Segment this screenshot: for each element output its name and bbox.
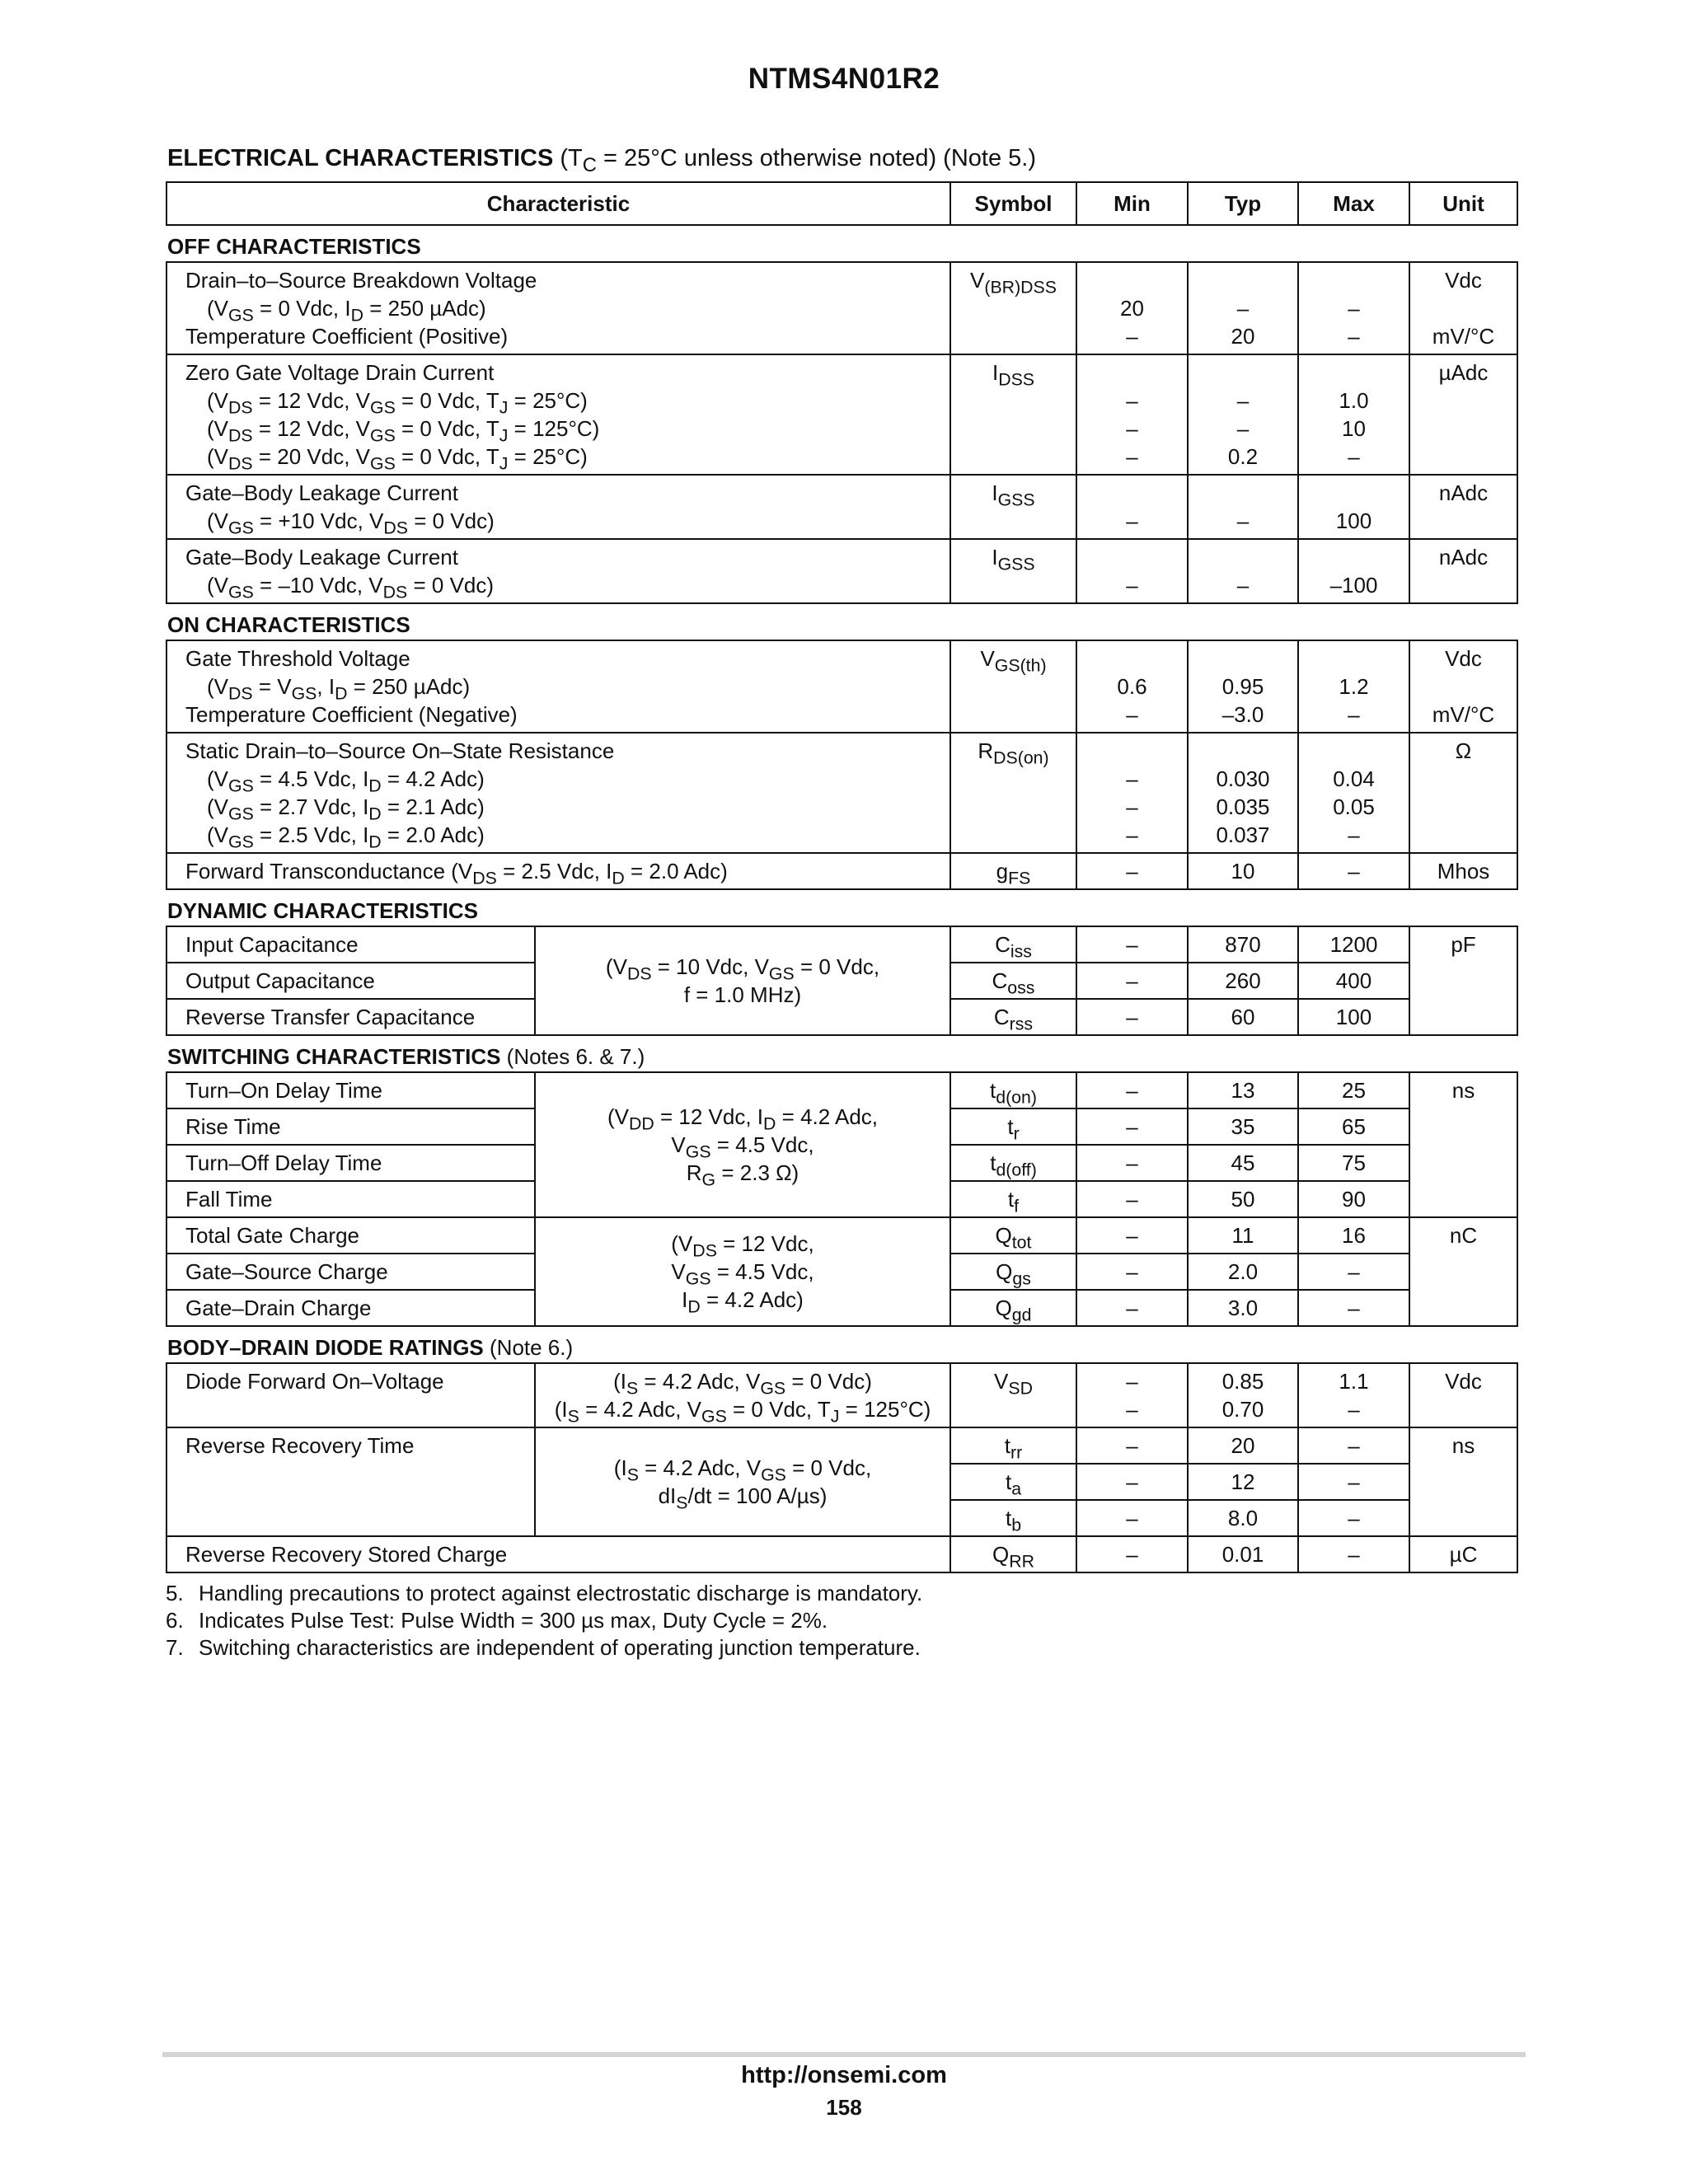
col-characteristic: Characteristic [166, 182, 950, 225]
typ-cell: 8.0 [1188, 1500, 1298, 1536]
typ-cell: 45 [1188, 1145, 1298, 1181]
min-cell: – [1076, 1536, 1188, 1572]
footnote: 6. Indicates Pulse Test: Pulse Width = 300 µs max, Duty Cycle = 2%. [166, 1608, 828, 1633]
max-cell: – [1298, 1464, 1409, 1500]
condition-cell: ($V_{DS} = 12$ Vdc, $V_{GS} = 4.5$ Vdc, $I_D = 4.2$ Adc) [535, 1217, 950, 1326]
characteristic-cell: Reverse Recovery Time [166, 1427, 535, 1536]
typ-cell: 3.0 [1188, 1290, 1298, 1326]
max-cell: – [1298, 1536, 1409, 1572]
typ-cell: 10 [1188, 853, 1298, 889]
symbol-cell: $C_{oss}$ [950, 963, 1076, 999]
min-cell: – [1076, 1108, 1188, 1145]
heading-main: ELECTRICAL CHARACTERISTICS [167, 145, 554, 171]
characteristic-cell: Diode Forward On–Voltage [166, 1363, 535, 1427]
unit-cell: Mhos [1409, 853, 1517, 889]
typ-cell: – 20 [1188, 262, 1298, 354]
table-row [166, 1363, 1517, 1427]
characteristics-content [166, 181, 1517, 1661]
unit-cell: Ω [1409, 733, 1517, 853]
characteristic-cell: Forward Transconductance ($V_{DS} = 2.5$ Vdc, $I_D = 2.0$ Adc) [166, 853, 950, 889]
min-cell: – [1076, 1290, 1188, 1326]
characteristic-cell: Input Capacitance [166, 926, 535, 963]
characteristic-cell: Output Capacitance [166, 963, 535, 999]
unit-cell: ns [1409, 1072, 1517, 1217]
section-title-switching: SWITCHING CHARACTERISTICS (Notes 6. & 7.) [167, 1044, 645, 1069]
footer-url[interactable]: http://onsemi.com [741, 2062, 947, 2088]
symbol-cell: $t_b$ [950, 1500, 1076, 1536]
table-row [166, 354, 1517, 475]
section-title-on: ON CHARACTERISTICS [167, 612, 410, 637]
unit-cell: Vdc mV/°C [1409, 262, 1517, 354]
typ-cell: 13 [1188, 1072, 1298, 1108]
max-cell: – [1298, 1290, 1409, 1326]
symbol-cell: $Q_{tot}$ [950, 1217, 1076, 1254]
min-cell: – – – [1076, 733, 1188, 853]
table-header-row [166, 182, 1517, 225]
unit-cell: ns [1409, 1427, 1517, 1536]
min-cell: – – [1076, 1363, 1188, 1427]
footnotes [166, 1580, 1517, 1661]
min-cell: 0.6 – [1076, 640, 1188, 733]
symbol-cell: $t_{d(off)}$ [950, 1145, 1076, 1181]
symbol-cell: $Q_{RR}$ [950, 1536, 1076, 1572]
min-cell: – [1076, 1427, 1188, 1464]
col-max: Max [1298, 182, 1409, 225]
unit-cell: nAdc [1409, 475, 1517, 539]
typ-cell: 20 [1188, 1427, 1298, 1464]
unit-cell: nAdc [1409, 539, 1517, 603]
symbol-cell: $Q_{gd}$ [950, 1290, 1076, 1326]
table-row [166, 1072, 1517, 1108]
symbol-cell: $t_{d(on)}$ [950, 1072, 1076, 1108]
characteristic-cell: Rise Time [166, 1108, 535, 1145]
unit-cell: Vdc [1409, 1363, 1517, 1427]
symbol-cell: $Q_{gs}$ [950, 1254, 1076, 1290]
characteristic-cell: Gate Threshold Voltage ($V_{DS} = V_{GS}$, $I_D = 250$ µAdc) Temperature Coefficient (Negative) [166, 640, 950, 733]
min-cell: – [1076, 1181, 1188, 1217]
table-row [166, 853, 1517, 889]
typ-cell: 2.0 [1188, 1254, 1298, 1290]
characteristic-cell: Gate–Body Leakage Current ($V_{GS} = +10$ Vdc, $V_{DS} = 0$ Vdc) [166, 475, 950, 539]
typ-cell: 0.85 0.70 [1188, 1363, 1298, 1427]
max-cell: –100 [1298, 539, 1409, 603]
symbol-cell: $V_{SD}$ [950, 1363, 1076, 1427]
min-cell: – [1076, 853, 1188, 889]
unit-cell: µC [1409, 1536, 1517, 1572]
condition-cell: ($V_{DS} = 10$ Vdc, $V_{GS} = 0$ Vdc, f = 1.0 MHz) [535, 926, 950, 1035]
header-table [166, 181, 1518, 226]
col-unit: Unit [1409, 182, 1517, 225]
characteristic-cell: Gate–Body Leakage Current ($V_{GS} = -10$ Vdc, $V_{DS} = 0$ Vdc) [166, 539, 950, 603]
typ-cell: 0.95 –3.0 [1188, 640, 1298, 733]
min-cell: – [1076, 963, 1188, 999]
page-number: 158 [826, 2095, 862, 2120]
max-cell: 1200 [1298, 926, 1409, 963]
symbol-cell: $t_r$ [950, 1108, 1076, 1145]
max-cell: – – [1298, 262, 1409, 354]
characteristic-cell: Fall Time [166, 1181, 535, 1217]
symbol-cell: $V_{GS(th)}$ [950, 640, 1076, 733]
max-cell: – [1298, 1500, 1409, 1536]
max-cell: 0.04 0.05 – [1298, 733, 1409, 853]
off-characteristics-table [166, 261, 1518, 604]
unit-cell: µAdc [1409, 354, 1517, 475]
min-cell: – [1076, 475, 1188, 539]
col-typ: Typ [1188, 182, 1298, 225]
characteristic-cell: Turn–On Delay Time [166, 1072, 535, 1108]
min-cell: – – – [1076, 354, 1188, 475]
min-cell: – [1076, 926, 1188, 963]
min-cell: – [1076, 1217, 1188, 1254]
footer-divider [162, 2052, 1526, 2057]
typ-cell: 870 [1188, 926, 1298, 963]
min-cell: – [1076, 1072, 1188, 1108]
symbol-cell: $I_{GSS}$ [950, 475, 1076, 539]
max-cell: – [1298, 1427, 1409, 1464]
min-cell: – [1076, 1254, 1188, 1290]
characteristic-cell: Reverse Recovery Stored Charge [166, 1536, 950, 1572]
table-row [166, 640, 1517, 733]
min-cell: – [1076, 1464, 1188, 1500]
symbol-cell: $C_{rss}$ [950, 999, 1076, 1035]
section-title-dynamic: DYNAMIC CHARACTERISTICS [167, 898, 478, 923]
typ-cell: 60 [1188, 999, 1298, 1035]
table-row [166, 1217, 1517, 1254]
min-cell: – [1076, 999, 1188, 1035]
max-cell: 75 [1298, 1145, 1409, 1181]
typ-cell: 50 [1188, 1181, 1298, 1217]
max-cell: 1.2 – [1298, 640, 1409, 733]
min-cell: 20 – [1076, 262, 1188, 354]
symbol-cell: $g_{FS}$ [950, 853, 1076, 889]
section-heading: ELECTRICAL CHARACTERISTICS ($T_C = 25^\circ C$ unless otherwise noted) (Note 5.) [167, 145, 1036, 177]
characteristic-cell: Reverse Transfer Capacitance [166, 999, 535, 1035]
max-cell: 90 [1298, 1181, 1409, 1217]
min-cell: – [1076, 539, 1188, 603]
symbol-cell: $V_{(BR)DSS}$ [950, 262, 1076, 354]
max-cell: 25 [1298, 1072, 1409, 1108]
condition-cell: ($I_S = 4.2$ Adc, $V_{GS} = 0$ Vdc) ($I_S = 4.2$ Adc, $V_{GS} = 0$ Vdc, $T_J = 125^\circ C$) [535, 1363, 950, 1427]
condition-cell: ($V_{DD} = 12$ Vdc, $I_D = 4.2$ Adc, $V_{GS} = 4.5$ Vdc, $R_G = 2.3$ Ω) [535, 1072, 950, 1217]
col-symbol: Symbol [950, 182, 1076, 225]
unit-cell: Vdc mV/°C [1409, 640, 1517, 733]
characteristic-cell: Drain–to–Source Breakdown Voltage ($V_{GS} = 0$ Vdc, $I_D = 250$ µAdc) Temperature Coefficient (Positive) [166, 262, 950, 354]
max-cell: 400 [1298, 963, 1409, 999]
symbol-cell: $C_{iss}$ [950, 926, 1076, 963]
table-row [166, 926, 1517, 963]
max-cell: 100 [1298, 475, 1409, 539]
typ-cell: 0.030 0.035 0.037 [1188, 733, 1298, 853]
symbol-cell: $I_{GSS}$ [950, 539, 1076, 603]
body-diode-table [166, 1362, 1518, 1573]
table-row [166, 539, 1517, 603]
max-cell: – [1298, 853, 1409, 889]
typ-cell: 35 [1188, 1108, 1298, 1145]
max-cell: 1.1 – [1298, 1363, 1409, 1427]
typ-cell: – [1188, 475, 1298, 539]
characteristic-cell: Gate–Drain Charge [166, 1290, 535, 1326]
characteristic-cell: Turn–Off Delay Time [166, 1145, 535, 1181]
typ-cell: 260 [1188, 963, 1298, 999]
on-characteristics-table [166, 640, 1518, 890]
max-cell: 16 [1298, 1217, 1409, 1254]
symbol-cell: $R_{DS(on)}$ [950, 733, 1076, 853]
dynamic-characteristics-table [166, 926, 1518, 1036]
characteristic-cell: Total Gate Charge [166, 1217, 535, 1254]
max-cell: 100 [1298, 999, 1409, 1035]
symbol-cell: $t_a$ [950, 1464, 1076, 1500]
section-title-body-diode: BODY–DRAIN DIODE RATINGS (Note 6.) [167, 1335, 574, 1360]
max-cell: – [1298, 1254, 1409, 1290]
typ-cell: 0.01 [1188, 1536, 1298, 1572]
col-min: Min [1076, 182, 1188, 225]
typ-cell: – [1188, 539, 1298, 603]
typ-cell: 11 [1188, 1217, 1298, 1254]
unit-cell: nC [1409, 1217, 1517, 1326]
max-cell: 65 [1298, 1108, 1409, 1145]
min-cell: – [1076, 1500, 1188, 1536]
condition-cell: ($I_S = 4.2$ Adc, $V_{GS} = 0$ Vdc, $dI_S/dt = 100$ A/µs) [535, 1427, 950, 1536]
max-cell: 1.0 10 – [1298, 354, 1409, 475]
page-title: NTMS4N01R2 [748, 63, 940, 95]
typ-cell: 12 [1188, 1464, 1298, 1500]
footnote: 7. Switching characteristics are independent of operating junction temperature. [166, 1635, 921, 1660]
table-row [166, 475, 1517, 539]
symbol-cell: $t_{rr}$ [950, 1427, 1076, 1464]
table-row [166, 733, 1517, 853]
table-row [166, 1427, 1517, 1464]
section-title-off: OFF CHARACTERISTICS [167, 234, 421, 259]
symbol-cell: $I_{DSS}$ [950, 354, 1076, 475]
characteristic-cell: Zero Gate Voltage Drain Current ($V_{DS} = 12$ Vdc, $V_{GS} = 0$ Vdc, $T_J = 25^\circ C$) ($V_{DS} = 12$ Vdc, $V_{GS} = 0$ Vdc, $T_J = 125^\circ C$) ($V_{DS} = 20$ Vdc, $V_{GS} = 0$ Vdc, $T_J = 25^\circ C$) [166, 354, 950, 475]
table-row [166, 1536, 1517, 1572]
characteristic-cell: Gate–Source Charge [166, 1254, 535, 1290]
unit-cell: pF [1409, 926, 1517, 1035]
typ-cell: – – 0.2 [1188, 354, 1298, 475]
min-cell: – [1076, 1145, 1188, 1181]
switching-characteristics-table [166, 1071, 1518, 1327]
footnote: 5. Handling precautions to protect against electrostatic discharge is mandatory. [166, 1581, 923, 1605]
table-row [166, 262, 1517, 354]
symbol-cell: $t_f$ [950, 1181, 1076, 1217]
characteristic-cell: Static Drain–to–Source On–State Resistance ($V_{GS} = 4.5$ Vdc, $I_D = 4.2$ Adc) ($V_{GS} = 2.7$ Vdc, $I_D = 2.1$ Adc) ($V_{GS} = 2.5$ Vdc, $I_D = 2.0$ Adc) [166, 733, 950, 853]
